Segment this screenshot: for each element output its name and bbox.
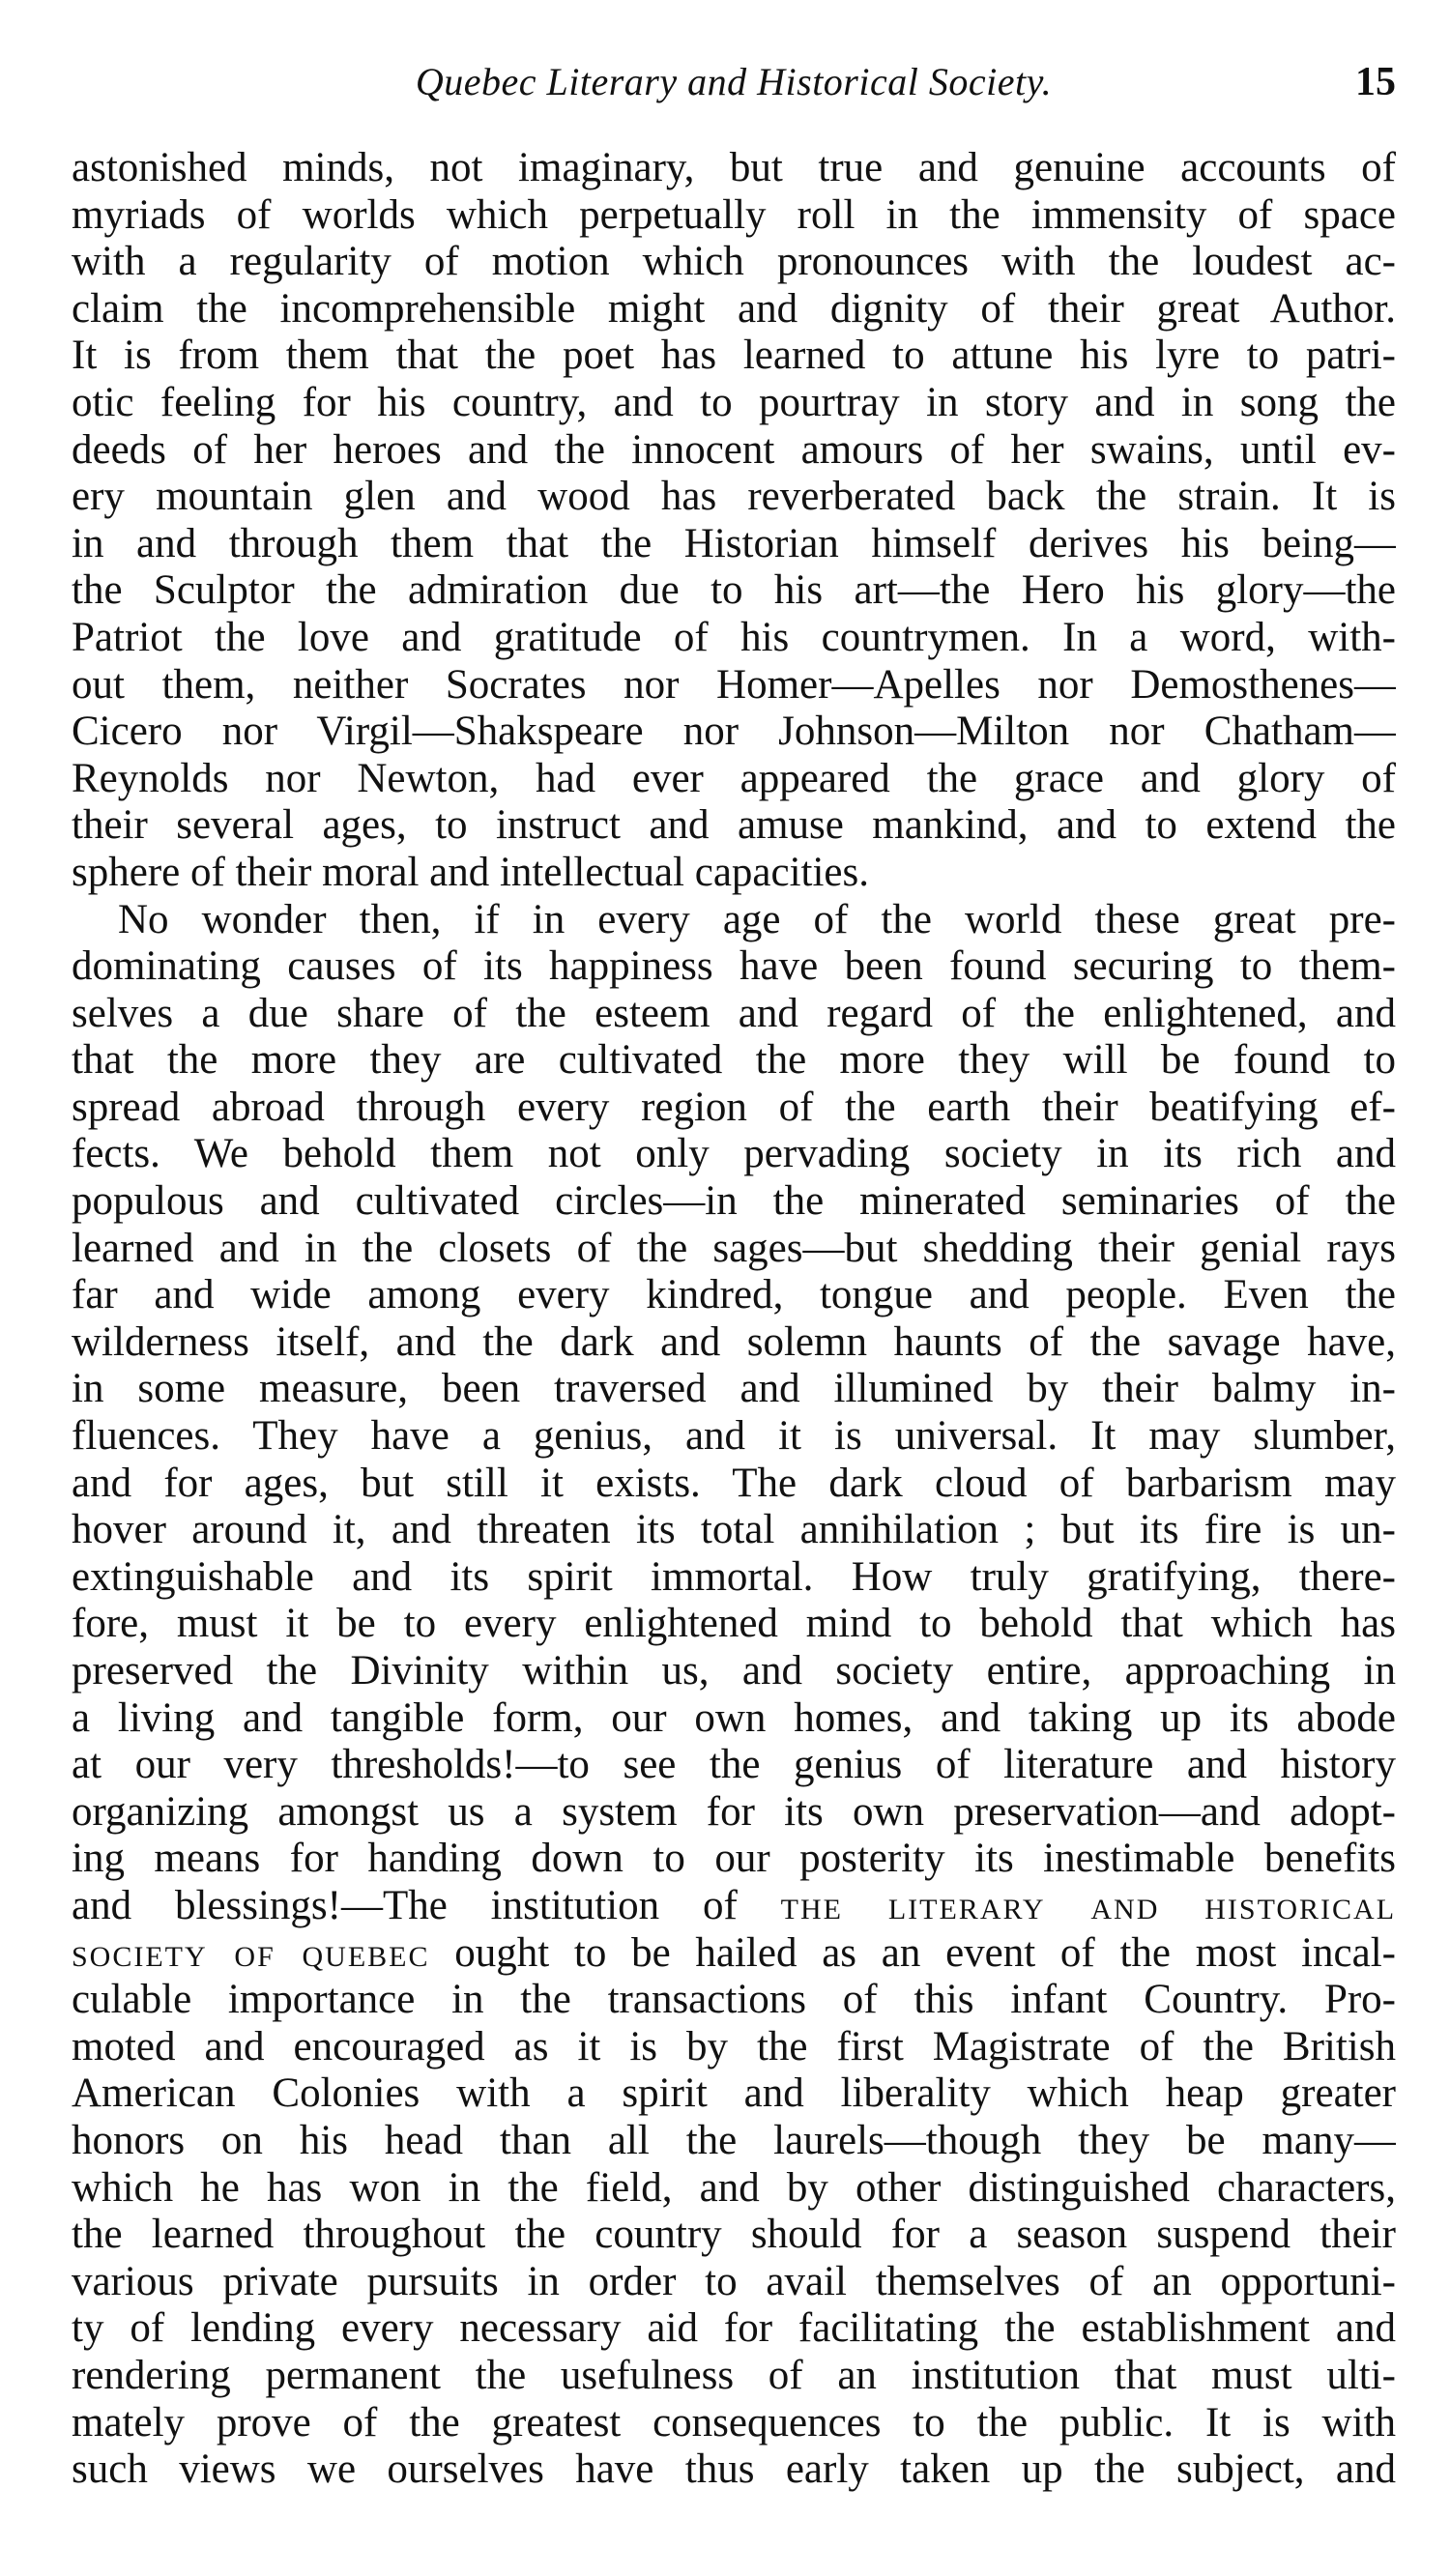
text-line-with-small-caps [72,1930,1396,1978]
text-line: learned and in the closets of the sages—but shedding their genial rays [72,1225,1396,1271]
text-line: honors on his head than all the laurels—though they be many— [72,2117,1396,2163]
text-line: preserved the Divinity within us, and society entire, approaching in [72,1648,1396,1693]
text-line: ty of lending every necessary aid for facilitating the establishment and [72,2305,1396,2352]
text-line: dominating causes of its happiness have been found securing to them- [72,943,1396,990]
text-line: in and through them that the Historian himself derives his being— [72,520,1396,566]
text-line: a living and tangible form, our own homes, and taking up its abode [72,1694,1396,1741]
text-line: sphere of their moral and intellectual capacities. [72,849,869,895]
text-line: populous and cultivated circles—in the minerated seminaries of the [72,1178,1396,1225]
text-line: Cicero nor Virgil—Shakspeare nor Johnson—Milton nor Chatham— [72,709,1396,755]
text-line: various private pursuits in order to avail themselves of an opportuni- [72,2258,1396,2304]
text-line: organizing amongst us a system for its own preservation—and adopt- [72,1788,1396,1835]
text-line: ery mountain glen and wood has reverberated back the strain. It is [72,474,1396,520]
text-line: their several ages, to instruct and amuse mankind, and to extend the [72,802,1396,849]
text-line: extinguishable and its spirit immortal. How truly gratifying, there- [72,1553,1396,1600]
text-line: at our very thresholds!—to see the genius of literature and history [72,1742,1396,1788]
text-line: culable importance in the transactions of this infant Country. Pro- [72,1977,1396,2023]
text-line: fluences. They have a genius, and it is universal. It may slumber, [72,1413,1396,1460]
text-line: with a regularity of motion which pronounces with the loudest ac- [72,239,1396,285]
running-head [72,48,1396,116]
text-segment: ought to be hailed as an event of the most incal- [454,1929,1396,1976]
text-line: in some measure, been traversed and illumined by their balmy in- [72,1366,1396,1412]
text-line: astonished minds, not imaginary, but true and genuine accounts of [72,145,1396,190]
text-line: fects. We behold them not only pervading society in its rich and [72,1131,1396,1177]
text-line: American Colonies with a spirit and liberality which heap greater [72,2070,1396,2117]
text-line: such views we ourselves have thus early taken up the subject, and [72,2446,1396,2493]
text-line: mately prove of the greatest consequences to the public. It is with [72,2399,1396,2446]
body-text [72,145,1396,2494]
text-line: that the more they are cultivated the more they will be found to [72,1037,1396,1084]
text-line: the learned throughout the country should for a season suspend their [72,2212,1396,2258]
text-line: rendering permanent the usefulness of an institution that must ulti- [72,2352,1396,2398]
text-line: claim the incomprehensible might and dignity of their great Author. [72,285,1396,332]
page-number: 15 [1355,60,1396,104]
text-line: Patriot the love and gratitude of his countrymen. In a word, with- [72,614,1396,660]
society-name-small-caps: the literary and historical [780,1882,1396,1928]
text-line: hover around it, and threaten its total annihilation ; but its fire is un- [72,1507,1396,1553]
text-line: the Sculptor the admiration due to his art—the Hero his glory—the [72,567,1396,614]
text-line: otic feeling for his country, and to pourtray in story and in song the [72,379,1396,425]
text-line: Reynolds nor Newton, had ever appeared the grace and glory of [72,755,1396,801]
text-line: far and wide among every kindred, tongue and people. Even the [72,1272,1396,1318]
text-line: myriads of worlds which perpetually roll in the immensity of space [72,191,1396,238]
running-title: Quebec Literary and Historical Society. [415,60,1053,103]
text-line-with-small-caps [72,1883,1396,1930]
text-line: It is from them that the poet has learned to attune his lyre to patri- [72,333,1396,379]
text-line: fore, must it be to every enlightened mind to behold that which has [72,1601,1396,1647]
paragraph-start-line: No wonder then, if in every age of the world these great pre- [118,896,1396,942]
text-line: deeds of her heroes and the innocent amours of her swains, until ev- [72,426,1396,473]
text-line: ing means for handing down to our posterity its inestimable benefits [72,1836,1396,1882]
text-segment: and blessings!—The institution of [72,1882,738,1928]
text-line: and for ages, but still it exists. The dark cloud of barbarism may [72,1460,1396,1506]
text-line: wilderness itself, and the dark and solemn haunts of the savage have, [72,1318,1396,1365]
text-line: which he has won in the field, and by other distinguished characters, [72,2164,1396,2211]
text-line: spread abroad through every region of the earth their beatifying ef- [72,1084,1396,1130]
society-name-small-caps: society of quebec [72,1929,430,1976]
text-line: selves a due share of the esteem and regard of the enlightened, and [72,990,1396,1036]
text-line: moted and encouraged as it is by the first Magistrate of the British [72,2023,1396,2069]
text-line: out them, neither Socrates nor Homer—Apelles nor Demosthenes— [72,661,1396,708]
